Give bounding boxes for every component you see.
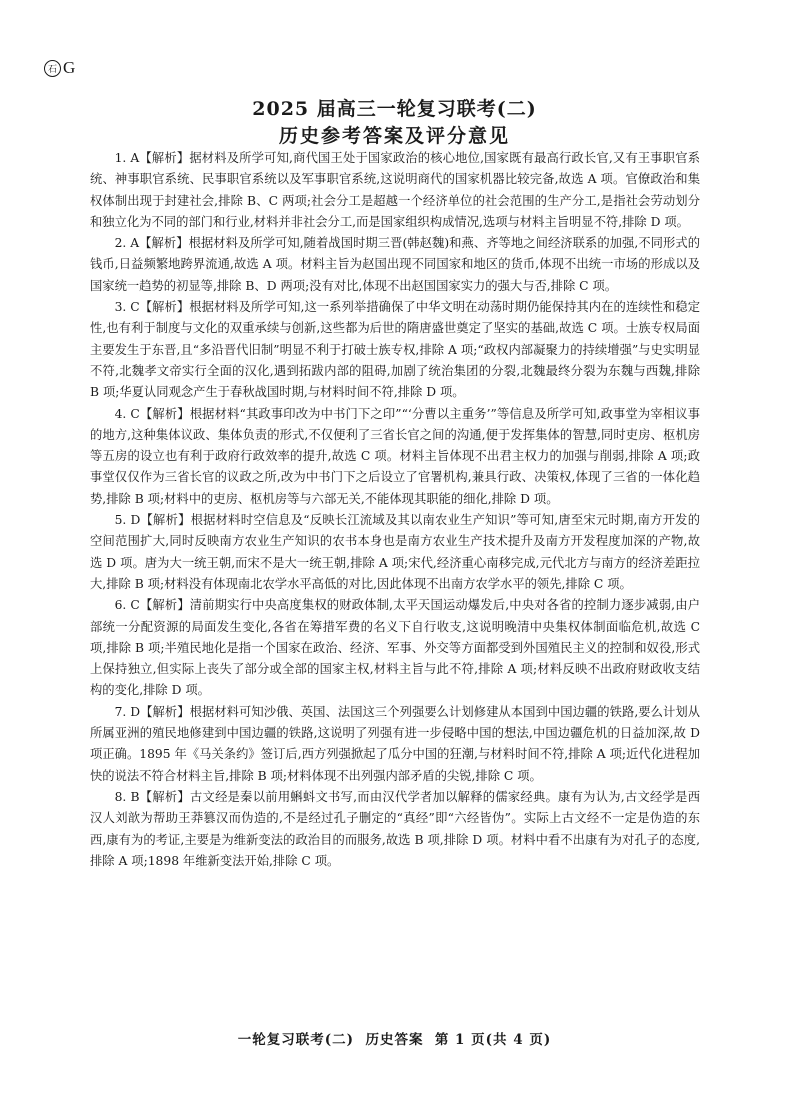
answer-item-6: 6. C【解析】清前期实行中央高度集权的财政体制,太平天国运动爆发后,中央对各省的控制力逐步减弱,由户部统一分配资源的局面发生变化,各省在筹措军费的名义下自行收支,这说明晚清中央集权体制面临危机,故选 C 项,排除 B 项;半殖民地化是指一个国家在政治、经济、军事、外交等方面都受到外国殖民主义的控制和奴役,形式上保持独立,但实际上丧失了部分或全部的国家主权,材料主旨与此不符,排除 A 项;材料反映不出政府财政收支结构的变化,排除 D 项。	[90, 598, 700, 698]
answer-item-2: 2. A【解析】根据材料及所学可知,随着战国时期三晋(韩赵魏)和燕、齐等地之间经济联系的加强,不同形式的钱币,日益频繁地跨界流通,故选 A 项。材料主旨为赵国出现不同国家和地区的货币,体现不出统一市场的形成以及国家统一趋势的初显等,排除 B、D 两项;没有对比,体现不出赵国国家实力的强大与否,排除 C 项。	[90, 236, 700, 293]
answer-item-5: 5. D【解析】根据材料时空信息及“反映长江流域及其以南农业生产知识”等可知,唐至宋元时期,南方开发的空间范围扩大,同时反映南方农业生产知识的农书本身也是南方农业生产技术提升及南方开发程度加深的产物,故选 D 项。唐为大一统王朝,而宋不是大一统王朝,排除 A 项;宋代,经济重心南移完成,元代北方与南方的经济差距拉大,排除 B 项;材料没有体现南北农学水平高低的对比,因此体现不出南方农学水平的领先,排除 C 项。	[90, 513, 700, 591]
logo-letter: G	[63, 58, 76, 77]
document-header	[0, 96, 789, 150]
logo-seal-icon: 石	[44, 60, 61, 77]
answer-item-7: 7. D【解析】根据材料可知沙俄、英国、法国这三个列强要么计划修建从本国到中国边疆的铁路,要么计划从所属亚洲的殖民地修建到中国边疆的铁路,这说明了列强有进一步侵略中国的想法,中国边疆危机的日益加深,故 D 项正确。1895 年《马关条约》签订后,西方列强掀起了瓜分中国的狂潮,与材料时间不符,排除 A 项;近代化进程加快的说法不符合材料主旨,排除 B 项;材料体现不出列强内部矛盾的尖锐,排除 C 项。	[90, 704, 700, 783]
exam-title: 2025 届高三一轮复习联考(二)	[252, 98, 537, 120]
answer-item-8: 8. B【解析】古文经是秦以前用蝌蚪文书写,而由汉代学者加以解释的儒家经典。康有为认为,古文经学是西汉人刘歆为帮助王莽篡汉而伪造的,不是经过孔子删定的“真经”即“六经皆伪”。实际上古文经不一定是伪造的东西,康有为的考证,主要是为维新变法的政治目的而服务,故选 B 项,排除 D 项。材料中看不出康有为对孔子的态度,排除 A 项;1898 年维新变法开始,排除 C 项。	[90, 789, 700, 868]
answer-item-3: 3. C【解析】根据材料及所学可知,这一系列举措确保了中华文明在动荡时期仍能保持其内在的连续性和稳定性,也有利于制度与文化的双重承续与创新,这些都为后世的隋唐盛世奠定了坚实的基础,故选 C 项。士族专权局面主要发生于东晋,且“多沿晋代旧制”明显不利于打破士族专权,排除 A 项;“政权内部凝聚力的持续增强”与史实明显不符,北魏孝文帝实行全面的汉化,遇到拓跋内部的阻碍,加剧了统治集团的分裂,北魏最终分裂为东魏与西魏,排除 B 项;华夏认同观念产生于春秋战国时期,与材料时间不符,排除 D 项。	[90, 300, 700, 400]
answer-item-4: 4. C【解析】根据材料“其政事印改为中书门下之印”“‘分曹以主重务’”等信息及所学可知,政事堂为宰相议事的地方,这种集体议政、集体负责的形式,不仅便利了三省长官之间的沟通,便于发挥集体的智慧,同时吏房、枢机房等五房的设立也有利于政府行政效率的提升,故选 C 项。材料主旨体现不出君主权力的加强与削弱,排除 A 项;政事堂仅仅作为三省长官的议政之所,改为中书门下之后设立了官署机构,兼具行政、决策权,体现了三省的一体化趋势,排除 B 项;材料中的吏房、枢机房等与六部无关,不能体现其职能的细化,排除 D 项。	[90, 406, 700, 506]
page-footer: 一轮复习联考(二) 历史答案 第 1 页(共 4 页)	[237, 1032, 552, 1048]
answer-list	[90, 148, 700, 872]
answer-item-1: 1. A【解析】据材料及所学可知,商代国王处于国家政治的核心地位,国家既有最高行政长官,又有王事职官系统、神事职官系统、民事职官系统以及军事职官系统,这说明商代的国家机器比较完备,故选 A 项。官僚政治和集权体制出现于封建社会,排除 B、C 两项;社会分工是超越一个经济单位的社会范围的生产分工,是指社会劳动划分和独立化为不同的部门和行业,材料并非社会分工,而是国家组织构成情况,选项与材料主旨明显不符,排除 D 项。	[90, 151, 700, 229]
answer-key-subtitle: 历史参考答案及评分意见	[278, 125, 510, 147]
publisher-logo	[44, 58, 75, 78]
